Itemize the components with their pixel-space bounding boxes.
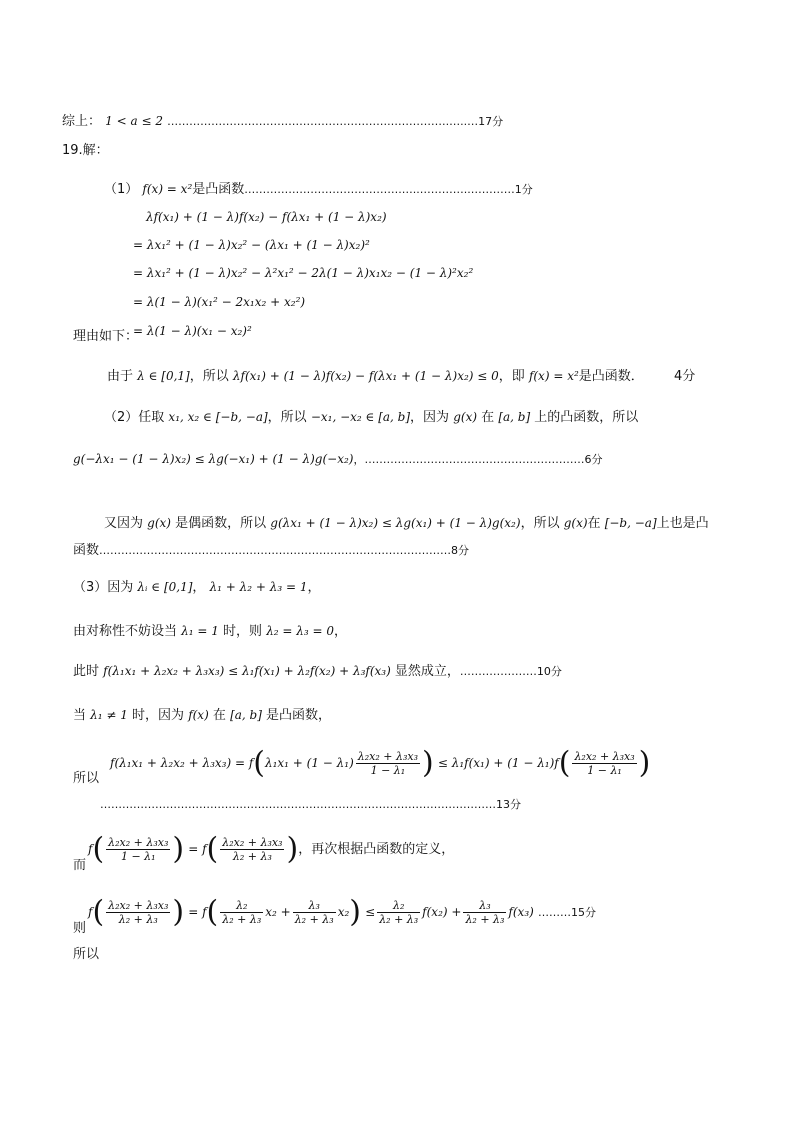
reason-label: 理由如下： (73, 329, 139, 344)
frac-denominator: λ₂ + λ₃ (379, 913, 419, 926)
part3-final-math-4: x₂ (337, 905, 350, 919)
part3-equal-frac-1 (106, 836, 170, 863)
frac-denominator: λ₂ + λ₃ (118, 913, 158, 926)
part3-case-math-2: f(x) (188, 708, 209, 722)
part2-dots: ，……………………………………………………6分 (353, 453, 603, 466)
part3-jensen-math-1: f(λ₁x₁ + λ₂x₂ + λ₃x₃) = f (110, 756, 254, 770)
part3-case-text-b: 时，因为 (132, 708, 185, 723)
part3-case-math-1: λ₁ ≠ 1 (90, 708, 128, 722)
derivation-line-5: = λ(1 − λ)(x₁ − x₂)² (133, 324, 252, 338)
part3-trivial-math: f(λ₁x₁ + λ₂x₂ + λ₃x₃) ≤ λ₁f(x₁) + λ₂f(x₂) + λ₃f(x₃) (103, 664, 391, 678)
part1-dots: …………………………………….…..…………..…………1分 (244, 183, 533, 196)
part3-final-frac-4 (377, 899, 420, 926)
frac-denominator: λ₂ + λ₃ (294, 913, 334, 926)
frac-numerator: λ₂x₂ + λ₃x₃ (108, 899, 169, 912)
since-score: 4分 (673, 369, 696, 384)
frac-denominator: 1 − λ₁ (370, 764, 406, 777)
part2-even-text-d: 在 (587, 516, 601, 531)
part2-even-text-a: 又因为 (104, 516, 144, 531)
part3-final-frac-1 (106, 899, 170, 926)
part3-text-b: ， (192, 580, 206, 595)
part3-final-math-1: f (88, 905, 93, 919)
since-math-3: f(x) = x² (528, 369, 579, 383)
frac-numerator: λ₂x₂ + λ₃x₃ (357, 750, 418, 763)
part3-final-math-7: f(x₃) (508, 905, 534, 919)
part3-trivial-text-b: 显然成立， (394, 664, 460, 679)
summary-line (62, 112, 503, 131)
part3-equal-line: f( $\frac{\text{λ₂x₂ + λ₃x₃}}{\text{1 − λ₁}}$ ) = f( $\frac{\text{λ₂x₂ + λ₃x₃}}{\text{λ₂ + λ₃}}$ )，再次根据凸函数的定义， (88, 831, 455, 867)
part3-text-a: （3）因为 (73, 580, 134, 595)
part3-math-1: λᵢ ∈ [0,1] (137, 580, 193, 594)
part3-final-line: f( $\frac{\text{λ₂x₂ + λ₃x₃}}{\text{λ₂ + λ₃}}$ ) = f( $\frac{\text{λ₂}}{\text{λ₂ + λ₃}}$ x₂ + $\frac{\text{λ₃}}{\text{λ₂ + λ₃}}$ x₂) ≤ $\frac{\text{λ₂}}{\text{λ₂ + λ₃}}$ f(x₂) + $\frac{\text{λ₃}}{\text{λ₂ + λ₃}}$ f(x₃) ………15分 (88, 894, 596, 930)
part3-sym-text-a: 由对称性不妨设当 (73, 624, 178, 639)
part2-function-dots: ……………………………………………………………………………………8分 (99, 544, 470, 557)
part2-even-math-1: g(x) (147, 516, 171, 530)
summary-dots: …………………………………………………….…………….…..…17分 (167, 115, 504, 128)
part3-final-math-6: f(x₂) + (422, 905, 462, 919)
part1-line (104, 180, 533, 199)
part3-trivial-line (73, 662, 562, 681)
derivation-line-4: = λ(1 − λ)(x₁² − 2x₁x₂ + x₂²) (133, 295, 306, 309)
part3-final-frac-2 (220, 899, 263, 926)
part2-text-c: ，因为 (410, 410, 450, 425)
summary-math: 1 < a ≤ 2 (105, 114, 163, 128)
derivation-line-2: = λx₁² + (1 − λ)x₂² − (λx₁ + (1 − λ)x₂)² (133, 238, 370, 252)
part2-text-d: 在 (481, 410, 495, 425)
frac-denominator: λ₂ + λ₃ (232, 850, 272, 863)
frac-denominator: λ₂ + λ₃ (465, 913, 505, 926)
frac-numerator: λ₂x₂ + λ₃x₃ (222, 836, 283, 849)
frac-numerator: λ₂ (220, 899, 263, 913)
part3-case-line (73, 706, 331, 725)
part3-sym-math-1: λ₁ = 1 (181, 624, 219, 638)
part3-equal-math-2: = f (188, 842, 207, 856)
frac-numerator: λ₃ (293, 899, 336, 913)
part3-sym-math-2: λ₂ = λ₃ = 0 (266, 624, 335, 638)
part2-inequality-line (73, 450, 602, 469)
part3-equal-text: ，再次根据凸函数的定义， (298, 842, 455, 857)
part3-case-text-a: 当 (73, 708, 87, 723)
frac-denominator: λ₂ + λ₃ (222, 913, 262, 926)
part2-function-line (73, 542, 469, 560)
part2-function-text: 函数 (73, 543, 100, 558)
part3-final-math-5: ≤ (365, 905, 376, 919)
part3-sym-text-c: ， (334, 624, 348, 639)
part3-equal-frac-2 (220, 836, 284, 863)
part3-dots-13 (100, 796, 521, 814)
part2-even-math-2: g(λx₁ + (1 − λ)x₂) ≤ λg(x₁) + (1 − λ)g(x₂) (270, 516, 521, 530)
since-text-b: ，所以 (189, 369, 229, 384)
derivation-line-1: λf(x₁) + (1 − λ)f(x₂) − f(λx₁ + (1 − λ)x₂) (146, 210, 387, 224)
since-text-d: 是凸函数． (578, 369, 644, 384)
part3-score-13-dots: ………………………………………………………………………………………………13分 (100, 798, 521, 811)
since-math-1: λ ∈ [0,1] (137, 369, 190, 383)
part2-inequality: g(−λx₁ − (1 − λ)x₂) ≤ λg(−x₁) + (1 − λ)g(−x₂) (73, 452, 354, 466)
part3-jensen-line: f(λ₁x₁ + λ₂x₂ + λ₃x₃) = f(λ₁x₁ + (1 − λ₁) $\frac{\text{λ₂x₂ + λ₃x₃}}{\text{1 − λ₁}}$ ) ≤ λ₁f(x₁) + (1 − λ₁)f( $\frac{\text{λ₂x₂ + λ₃x₃}}{\text{1 − λ₁}}$ ) (110, 745, 651, 781)
part1-text: 是凸函数 (192, 182, 245, 197)
summary-label: 综上： (62, 114, 102, 129)
part2-even-text-e: 上也是凸 (656, 516, 709, 531)
part3-case-text-d: 是凸函数， (266, 708, 332, 723)
part2-even-text-b: 是偶函数，所以 (175, 516, 267, 531)
part3-equal-math-1: f (88, 842, 93, 856)
frac-numerator: λ₂ (377, 899, 420, 913)
part3-jensen-frac-2 (572, 750, 636, 777)
part3-line (73, 578, 321, 597)
derivation-line-3: = λx₁² + (1 − λ)x₂² − λ²x₁² − 2λ(1 − λ)x₁x₂ − (1 − λ)²x₂² (133, 266, 474, 280)
part2-text-e: 上的凸函数，所以 (534, 410, 639, 425)
part1-label: （1） (104, 182, 139, 197)
part3-trivial-dots: …………………10分 (459, 665, 562, 678)
part2-even-text-c: ，所以 (520, 516, 560, 531)
since-text-c: ，即 (498, 369, 525, 384)
since-text-a: 由于 (107, 369, 134, 384)
part2-math-4: [a, b] (498, 410, 531, 424)
part3-so-label: 所以 (73, 771, 100, 786)
since-math-2: λf(x₁) + (1 − λ)f(x₂) − f(λx₁ + (1 − λ)x₂) ≤ 0 (232, 369, 499, 383)
since-line (107, 367, 695, 386)
part3-final-so: 所以 (73, 947, 100, 962)
question-19-heading: 19.解： (62, 143, 109, 158)
part3-math-2: λ₁ + λ₂ + λ₃ = 1 (209, 580, 308, 594)
part2-even-line (104, 514, 709, 533)
part2-even-math-4: [−b, −a] (604, 516, 657, 530)
frac-denominator: 1 − λ₁ (587, 764, 622, 777)
part3-and-label: 而 (73, 858, 87, 873)
part2-math-2: −x₁, −x₂ ∈ [a, b] (310, 410, 411, 424)
part3-final-frac-5 (463, 899, 506, 926)
part2-text-a: （2）任取 (104, 410, 165, 425)
frac-numerator: λ₃ (463, 899, 506, 913)
part3-score-15-dots: ………15分 (537, 906, 596, 919)
part3-jensen-math-2: λ₁x₁ + (1 − λ₁) (265, 756, 354, 770)
part3-jensen-frac-1 (356, 750, 420, 777)
part2-line (104, 408, 638, 427)
part3-final-math-3: x₂ + (265, 905, 291, 919)
part3-sym-text-b: 时，则 (223, 624, 263, 639)
frac-numerator: λ₂x₂ + λ₃x₃ (108, 836, 169, 849)
part2-math-3: g(x) (453, 410, 478, 424)
part3-trivial-text-a: 此时 (73, 664, 100, 679)
part3-final-frac-3 (293, 899, 336, 926)
part3-jensen-math-3: ≤ λ₁f(x₁) + (1 − λ₁)f (437, 756, 559, 770)
part3-text-c: ， (307, 580, 321, 595)
part2-math-1: x₁, x₂ ∈ [−b, −a] (168, 410, 268, 424)
frac-numerator: λ₂x₂ + λ₃x₃ (574, 750, 635, 763)
part3-final-math-2: = f (188, 905, 207, 919)
frac-denominator: 1 − λ₁ (120, 850, 156, 863)
part2-even-math-3: g(x) (563, 516, 588, 530)
part3-case-math-3: [a, b] (230, 708, 262, 722)
part1-math: f(x) = x² (142, 182, 193, 196)
part3-case-text-c: 在 (212, 708, 226, 723)
part3-then-label: 则 (73, 921, 87, 936)
part3-symmetry-line (73, 622, 347, 641)
part2-text-b: ，所以 (267, 410, 307, 425)
